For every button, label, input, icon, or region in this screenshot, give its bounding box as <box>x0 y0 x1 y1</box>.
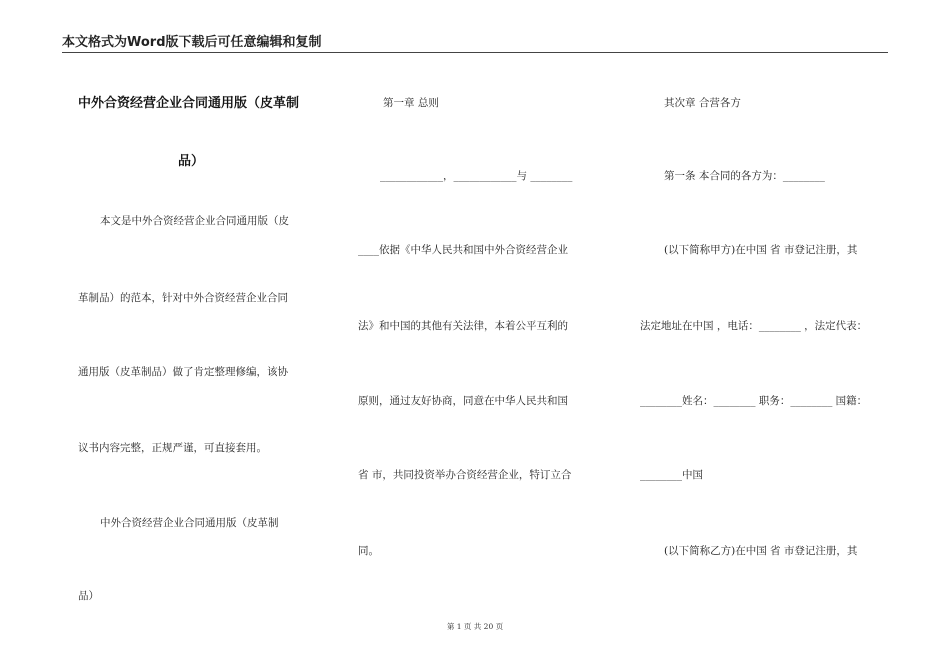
intro-line: 中外合资经营企业合同通用版（皮革制 <box>100 517 279 529</box>
article-line: ________姓名：________ 职务：________ 国籍： <box>640 395 868 407</box>
article-line: ________中国 <box>640 469 703 481</box>
page-number: 第 1 页 共 20 页 <box>446 622 504 631</box>
article-line: 法》和中国的其他有关法律，本着公平互利的 <box>358 320 568 332</box>
chapter-heading: 其次章 合营各方 <box>664 97 741 109</box>
contract-title-line-1: 中外合资经营企业合同通用版（皮革制 <box>78 96 300 111</box>
intro-line: 通用版（皮革制品）做了肯定整理修编，该协 <box>78 366 288 378</box>
intro-line: 品） <box>78 590 99 602</box>
article-line: (以下简称乙方)在中国 省 市登记注册，其 <box>664 545 858 557</box>
contract-title-line-2: 品） <box>178 154 205 169</box>
article-line: ____________，____________与 ________ <box>380 170 573 182</box>
intro-line: 本文是中外合资经营企业合同通用版（皮 <box>100 215 289 227</box>
intro-line: 革制品）的范本，针对中外合资经营企业合同 <box>78 292 288 304</box>
article-line: ____依据《中华人民共和国中外合资经营企业 <box>358 244 568 256</box>
article-line: 法定地址在中国 ，电话：________ ，法定代表： <box>640 320 868 332</box>
article-line: 省 市，共同投资举办合资经营企业，特订立合 <box>358 469 572 481</box>
chapter-heading: 第一章 总则 <box>383 97 439 109</box>
document-header: 本文格式为Word版下载后可任意编辑和复制 <box>62 34 888 53</box>
article-line: 第一条 本合同的各方为：________ <box>664 170 825 182</box>
article-line: (以下简称甲方)在中国 省 市登记注册，其 <box>664 244 858 256</box>
article-line: 同。 <box>358 545 379 557</box>
article-line: 原则，通过友好协商，同意在中华人民共和国 <box>358 395 568 407</box>
intro-line: 议书内容完整，正规严谨，可直接套用。 <box>78 442 267 454</box>
